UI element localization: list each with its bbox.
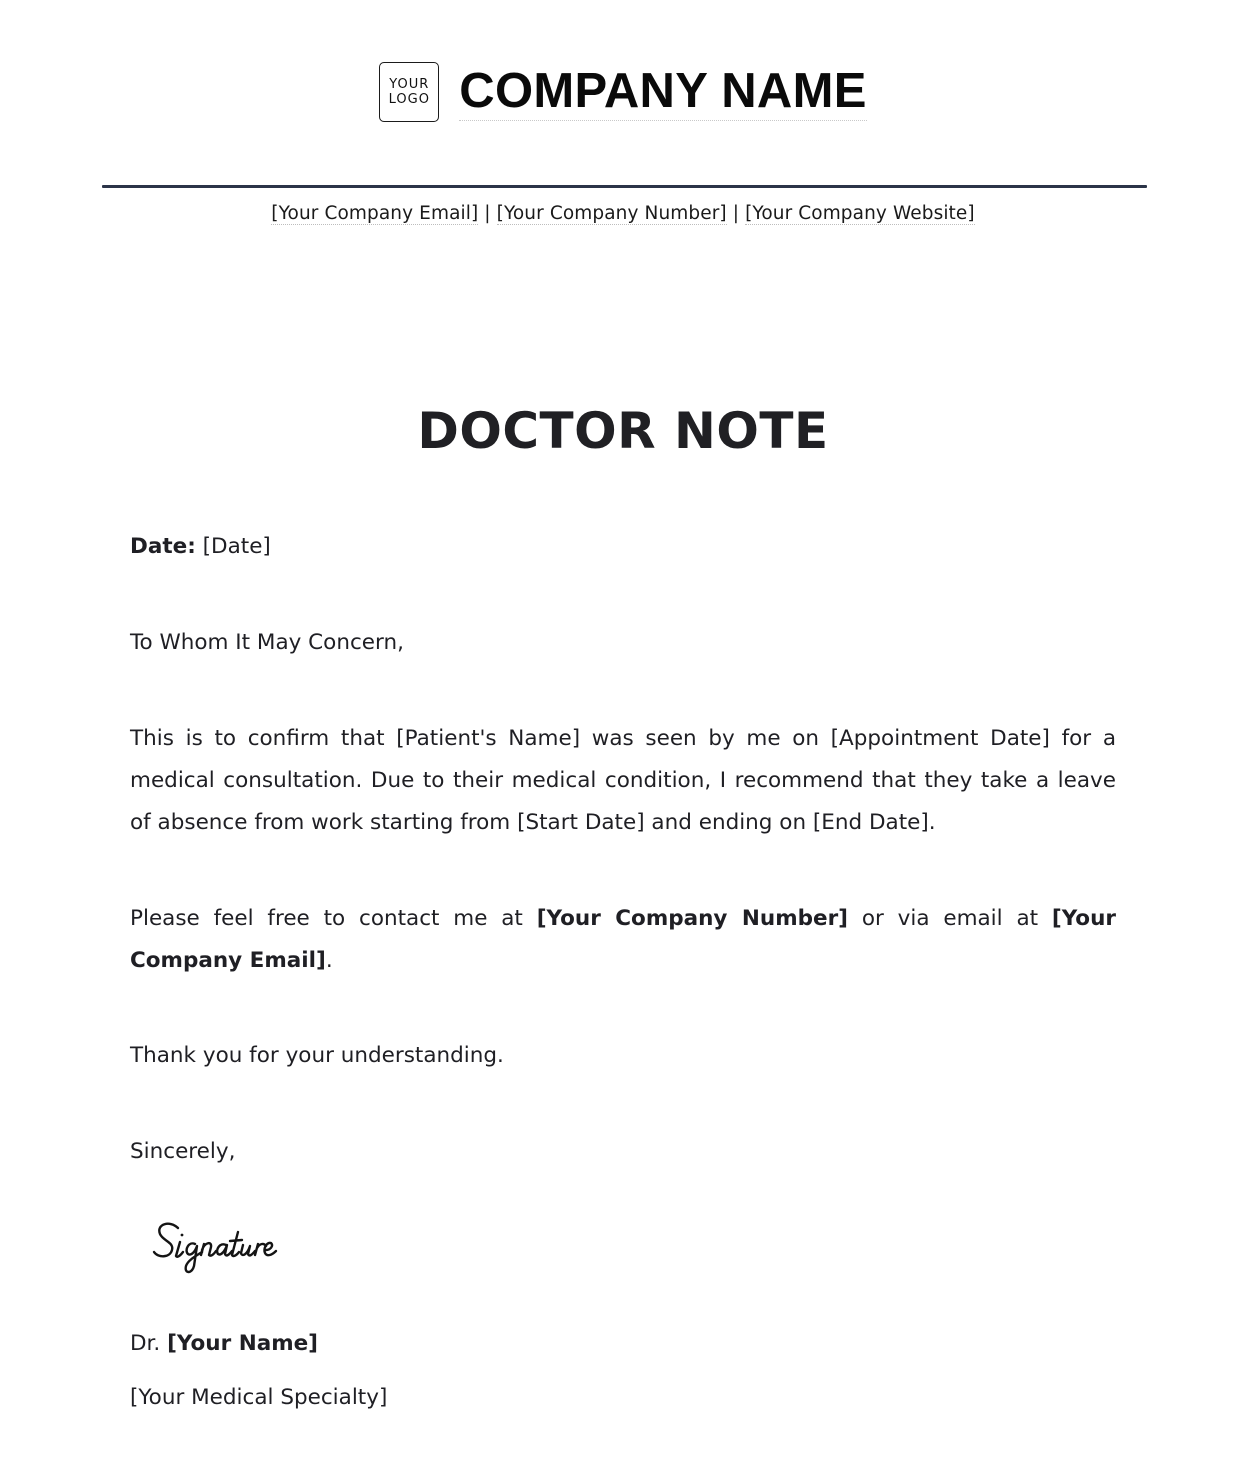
- document-title: DOCTOR NOTE: [417, 402, 829, 460]
- closing-line: Sincerely,: [130, 1139, 236, 1164]
- logo-placeholder: [379, 62, 439, 122]
- thanks-line: Thank you for your understanding.: [130, 1043, 504, 1068]
- logo-text-line1: YOUR: [389, 77, 430, 92]
- paragraph2-prefix: Please feel free to contact me at: [130, 906, 523, 931]
- signer-line: [130, 1323, 1116, 1365]
- signature-image: [150, 1208, 350, 1283]
- company-number: [Your Company Number]: [496, 203, 727, 224]
- contact-email-placeholder: [Your Company Email]: [130, 906, 1116, 973]
- body-paragraph-1: This is to confirm that [Patient's Name] was seen by me on [Appointment Date] for a medical consultation. Due to their medical condition, I recommend that they take a leave of absence from work starting from [Start Date] and ending on [End Date].: [130, 726, 1116, 835]
- contact-separator: |: [732, 203, 740, 224]
- paragraph2-middle: or via email at: [861, 906, 1039, 931]
- medical-specialty: [Your Medical Specialty]: [130, 1385, 388, 1410]
- signer-name: [Your Name]: [167, 1331, 319, 1356]
- signer-prefix: Dr.: [130, 1331, 161, 1356]
- body-paragraph-2: [130, 898, 1116, 982]
- company-contact-line: [0, 203, 1246, 224]
- company-name: COMPANY NAME: [459, 63, 866, 121]
- header-divider: [102, 185, 1147, 188]
- company-email: [Your Company Email]: [271, 203, 479, 224]
- paragraph2-suffix: .: [325, 948, 333, 973]
- signature-text: Signature: [150, 1208, 155, 1209]
- salutation: To Whom It May Concern,: [130, 630, 404, 655]
- letterhead: [0, 62, 1246, 122]
- logo-text-line2: LOGO: [388, 92, 430, 107]
- contact-separator: |: [484, 203, 491, 224]
- company-website: [Your Company Website]: [745, 203, 975, 224]
- date-value: [Date]: [202, 534, 271, 559]
- date-label: Date:: [130, 534, 196, 559]
- date-line: [130, 526, 1116, 568]
- contact-number-placeholder: [Your Company Number]: [536, 906, 849, 931]
